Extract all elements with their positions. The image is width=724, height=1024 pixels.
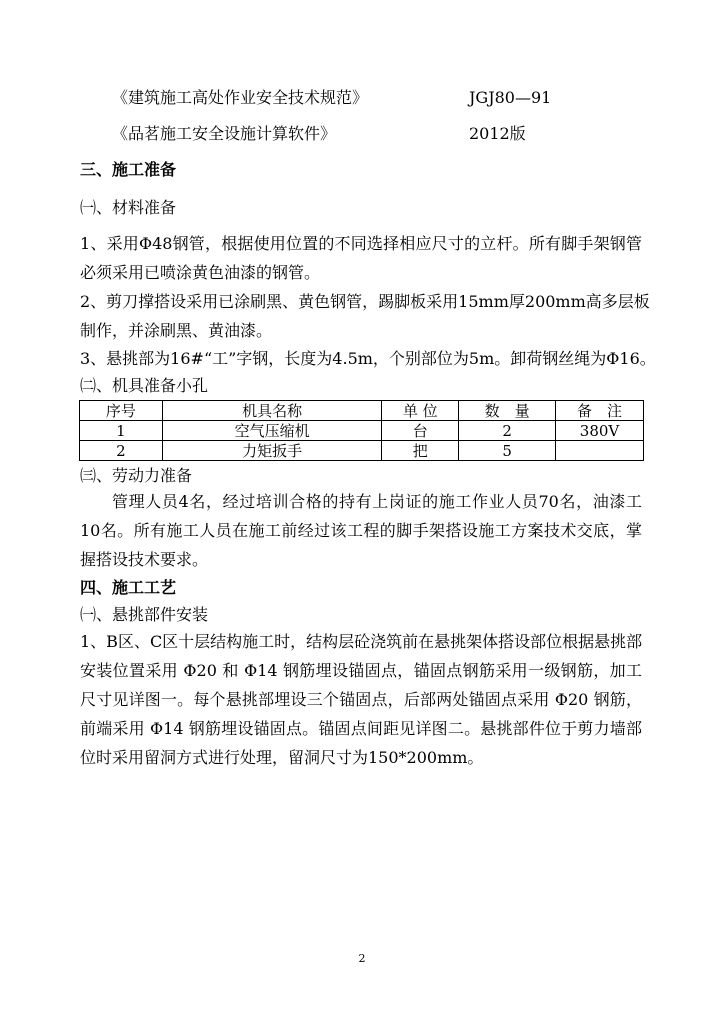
table-cell: 把: [382, 441, 459, 461]
table-cell: 1: [80, 421, 163, 441]
table-header-cell: 序号: [80, 401, 163, 421]
table-cell: 空气压缩机: [162, 421, 382, 441]
table-header-cell: 单 位: [382, 401, 459, 421]
paragraph-line: 制作，并涂刷黑、黄油漆。: [80, 321, 273, 340]
table-cell: 2: [80, 441, 163, 461]
equipment-table: [79, 400, 644, 461]
reference-title: 《品茗施工安全设施计算软件》: [112, 124, 337, 143]
paragraph-line: 10名。所有施工人员在施工前经过该工程的脚手架搭设施工方案技术交底，掌: [80, 521, 642, 540]
table-cell: 380V: [556, 421, 644, 441]
section-heading: 四、施工工艺: [80, 578, 177, 597]
paragraph-line: 1、B区、C区十层结构施工时，结构层砼浇筑前在悬挑架体搭设部位根据悬挑部: [80, 632, 643, 651]
paragraph-line: 安装位置采用 Φ20 和 Φ14 钢筋埋设锚固点，锚固点钢筋采用一级钢筋，加工: [80, 661, 642, 680]
table-header-row: [80, 401, 644, 421]
table-header-cell: 数 量: [459, 401, 556, 421]
paragraph-line: 2、剪刀撑搭设采用已涂刷黑、黄色钢管，踢脚板采用15mm厚200mm高多层板: [80, 292, 650, 311]
table-cell: [556, 441, 644, 461]
subsection-heading: ㈡、机具准备小孔: [80, 376, 209, 395]
paragraph-line: 位时采用留洞方式进行处理，留洞尺寸为150*200mm。: [80, 748, 484, 767]
paragraph-line: 1、采用Φ48钢管，根据使用位置的不同选择相应尺寸的立杆。所有脚手架钢管: [80, 234, 642, 253]
paragraph-line: 管理人员4名，经过培训合格的持有上岗证的施工作业人员70名，油漆工: [112, 492, 642, 511]
reference-title: 《建筑施工高处作业安全技术规范》: [112, 88, 369, 107]
table-row: [80, 421, 644, 441]
paragraph-line: 3、悬挑部为16#“工”字钢，长度为4.5m，个别部位为5m。卸荷钢丝绳为Φ16。: [80, 349, 656, 368]
paragraph-line: 必须采用已喷涂黄色油漆的钢管。: [80, 263, 321, 282]
table-row: [80, 441, 644, 461]
table-cell: 力矩扳手: [162, 441, 382, 461]
section-heading: 三、施工准备: [80, 160, 177, 179]
subsection-heading: ㈠、材料准备: [80, 198, 177, 217]
paragraph-line: 握搭设技术要求。: [80, 550, 209, 569]
table-header-cell: 机具名称: [162, 401, 382, 421]
table-cell: 2: [459, 421, 556, 441]
paragraph-line: 尺寸见详图一。每个悬挑部埋设三个锚固点，后部两处锚固点采用 Φ20 钢筋，: [80, 690, 642, 709]
page-number: 2: [358, 952, 366, 965]
table-cell: 5: [459, 441, 556, 461]
reference-code: 2012版: [469, 124, 526, 143]
table-header-cell: 备 注: [556, 401, 644, 421]
subsection-heading: ㈠、悬挑部件安装: [80, 605, 209, 624]
subsection-heading: ㈢、劳动力准备: [80, 466, 193, 485]
table-cell: 台: [382, 421, 459, 441]
reference-code: JGJ80—91: [469, 88, 552, 107]
paragraph-line: 前端采用 Φ14 钢筋埋设锚固点。锚固点间距见详图二。悬挑部件位于剪力墙部: [80, 719, 642, 738]
